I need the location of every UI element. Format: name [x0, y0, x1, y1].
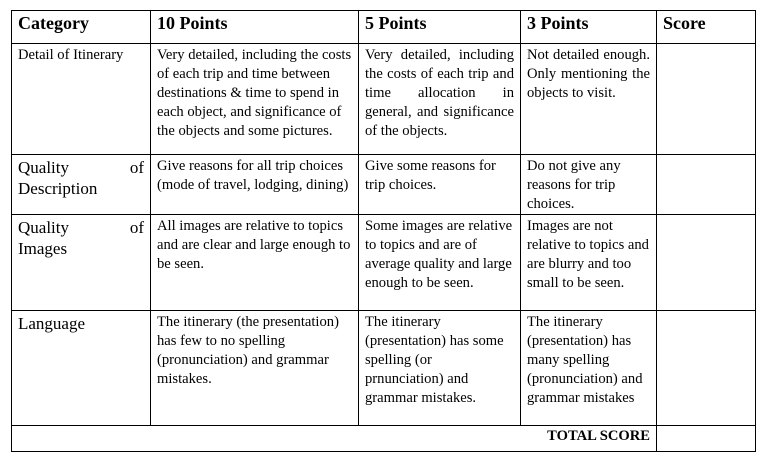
header-row: [12, 11, 756, 44]
category-word: Images: [18, 239, 68, 258]
category-cell: [12, 215, 151, 311]
table-row-description: [12, 155, 756, 215]
category-cell: [12, 155, 151, 215]
ten-points-cell: All images are relative to topics and are clear and large enough to be seen.: [151, 215, 359, 311]
three-points-cell: Not detailed enough. Only mentioning the objects to visit.: [521, 44, 657, 155]
table-row-detail: [12, 44, 756, 155]
score-cell[interactable]: [657, 155, 756, 215]
header-category: Category: [12, 11, 151, 44]
ten-points-cell: Very detailed, including the costs of each trip and time between destinations & time to spend in each object, and significance of the objects and some pictures.: [151, 44, 359, 155]
table-row-images: [12, 215, 756, 311]
table-row-language: [12, 311, 756, 426]
five-points-cell: Give some reasons for trip choices.: [359, 155, 521, 215]
header-five-points: 5 Points: [359, 11, 521, 44]
three-points-cell: Images are not relative to topics and are blurry and too small to be seen.: [521, 215, 657, 311]
header-score: Score: [657, 11, 756, 44]
ten-points-cell: The itinerary (the presentation) has few to no spelling (pronunciation) and grammar mistakes.: [151, 311, 359, 426]
header-three-points: 3 Points: [521, 11, 657, 44]
total-row: [12, 426, 756, 452]
ten-points-cell: Give reasons for all trip choices (mode of travel, lodging, dining): [151, 155, 359, 215]
category-word: of: [129, 158, 144, 177]
five-points-cell: Some images are relative to topics and are of average quality and large enough to be seen.: [359, 215, 521, 311]
score-cell[interactable]: [657, 311, 756, 426]
three-points-cell: Do not give any reasons for trip choices.: [521, 155, 657, 215]
category-word: Description: [18, 179, 98, 198]
three-points-cell: The itinerary (presentation) has many spelling (pronunciation) and grammar mistakes: [521, 311, 657, 426]
header-ten-points: 10 Points: [151, 11, 359, 44]
category-cell: Language: [12, 311, 151, 426]
score-cell[interactable]: [657, 44, 756, 155]
five-points-cell: Very detailed, including the costs of each trip and time allocation in general, and significance of the objects.: [359, 44, 521, 155]
total-score-label: TOTAL SCORE: [12, 426, 657, 452]
category-cell: Detail of Itinerary: [12, 44, 151, 155]
total-score-cell[interactable]: [657, 426, 756, 452]
category-word: Quality: [18, 218, 69, 237]
score-cell[interactable]: [657, 215, 756, 311]
category-word: of: [129, 218, 144, 237]
rubric-table: [11, 10, 756, 452]
five-points-cell: The itinerary (presentation) has some spelling (or prnunciation) and grammar mistakes.: [359, 311, 521, 426]
category-word: Quality: [18, 158, 69, 177]
